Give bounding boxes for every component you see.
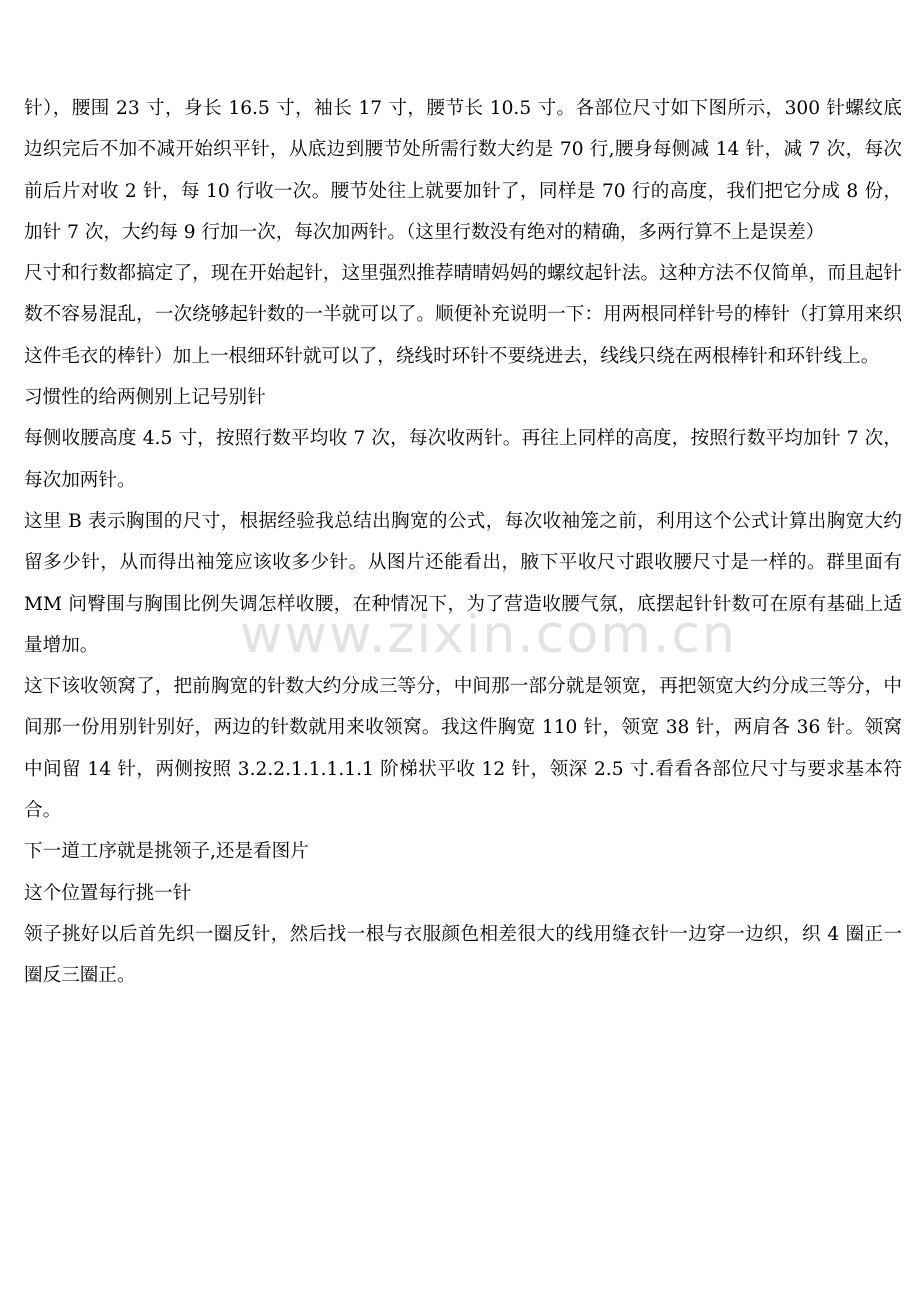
paragraph-marker-pins: 习惯性的给两侧别上记号别针 bbox=[24, 387, 266, 409]
paragraph-pick-up-per-row: 这个位置每行挑一针 bbox=[24, 882, 192, 904]
paragraph-chest-width-formula: 这里 B 表示胸围的尺寸，根据经验我总结出胸宽的公式，每次收袖笼之前，利用这个公式计算出胸宽大约留多少针，从而得出袖笼应该收多少针。从图片还能看出，腋下平收尺寸跟收腰尺寸是一样的。群里面有 MM 问臀围与胸围比例失调怎样收腰，在种情况下，为了营造收腰气氛，底摆起针针数可在原有基础上适量增加。 bbox=[24, 510, 902, 656]
watermark-text: www.zixin.com.cn bbox=[240, 605, 737, 665]
paragraph-waist-shaping: 每侧收腰高度 4.5 寸，按照行数平均收 7 次，每次收两针。再往上同样的高度，按照行数平均加针 7 次，每次加两针。 bbox=[24, 428, 902, 491]
paragraph-collar-knitting: 领子挑好以后首先织一圈反针，然后找一根与衣服颜色相差很大的线用缝衣针一边穿一边织，织 4 圈正一圈反三圈正。 bbox=[24, 923, 902, 987]
paragraph-size-and-rows: 针），腰围 23 寸，身长 16.5 寸，袖长 17 寸，腰节长 10.5 寸。各部位尺寸如下图所示，300 针螺纹底边织完后不加不减开始织平针，从底边到腰节处所需行数大约是 70 行,腰身每侧减 14 针，减 7 次，每次前后片对收 2 针，每 10 行收一次。腰节处往上就要加针了，同样是 70 行的高度，我们把它分成 8 份，加针 7 次，大约每 9 行加一次，每次加两针。（这里行数没有绝对的精确，多两行算不上是误差） bbox=[24, 98, 902, 243]
paragraph-cast-on-method: 尺寸和行数都搞定了，现在开始起针，这里强烈推荐晴晴妈妈的螺纹起针法。这种方法不仅简单，而且起针数不容易混乱，一次绕够起针数的一半就可以了。顺便补充说明一下：用两根同样针号的棒针（打算用来织这件毛衣的棒针）加上一根细环针就可以了，绕线时环针不要绕进去，线线只绕在两根棒针和环针线上。 bbox=[24, 263, 902, 367]
paragraph-pick-up-collar: 下一道工序就是挑领子,还是看图片 bbox=[24, 841, 309, 863]
paragraph-neckline: 这下该收领窝了，把前胸宽的针数大约分成三等分，中间那一部分就是领宽，再把领宽大约分成三等分，中间那一份用别针别好，两边的针数就用来收领窝。我这件胸宽 110 针，领宽 38 针，两肩各 36 针。领窝中间留 14 针，两侧按照 3.2.2.1.1.1.1.1 阶梯状平收 12 针，领深 2.5 寸.看看各部位尺寸与要求基本符合。 bbox=[24, 676, 902, 822]
